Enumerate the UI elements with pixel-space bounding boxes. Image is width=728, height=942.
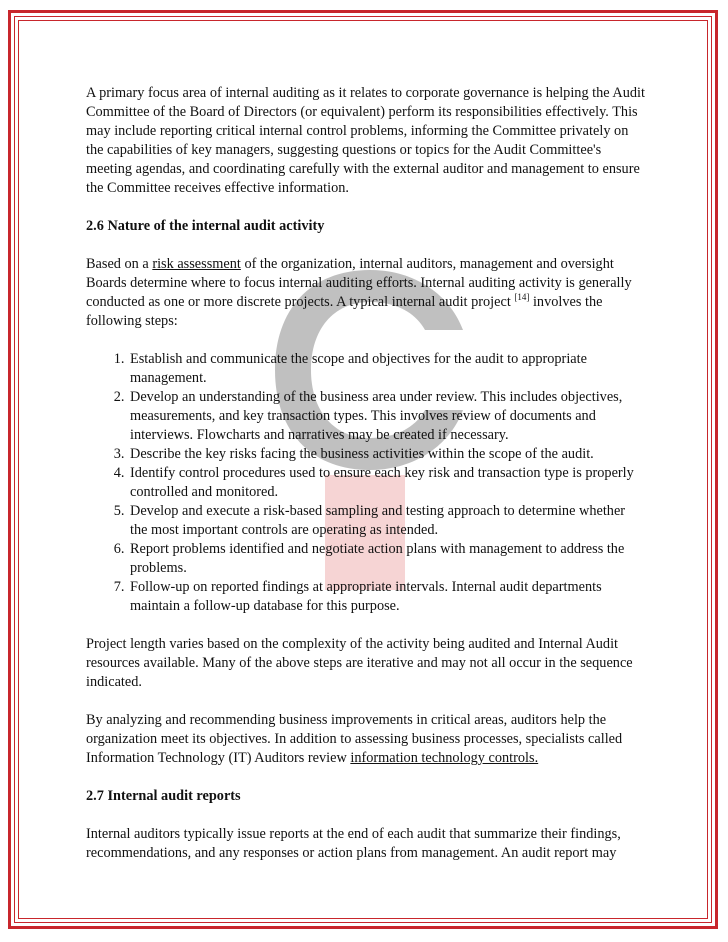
list-item: 7. Follow-up on reported findings at appropriate intervals. Internal audit departments maintain a follow-up database for this purpose. — [128, 578, 646, 616]
list-item: 4. Identify control procedures used to ensure each key risk and transaction type is properly controlled and monitored. — [128, 464, 646, 502]
intro-paragraph: A primary focus area of internal auditing as it relates to corporate governance is helping the Audit Committee of the Board of Directors (or equivalent) perform its responsibilities effectively. This may include reporting critical internal control problems, informing the Committee privately on the capabilities of key managers, suggesting questions or topics for the Audit Committee's meeting agendas, and coordinating carefully with the external auditor and management to ensure the Committee receives effective information. — [86, 85, 645, 196]
it-controls-link[interactable]: information technology controls. — [350, 750, 539, 766]
list-item: 3. Describe the key risks facing the business activities within the scope of the audit. — [128, 445, 646, 464]
section-2-6-paragraph-3: By analyzing and recommending business improvements in critical areas, auditors help the organization meet its objectives. In addition to assessing business processes, specialists called Information Technology (IT) Auditors review information technology controls. — [86, 712, 623, 766]
section-2-6-paragraph-2: Project length varies based on the complexity of the activity being audited and Internal Audit resources available. Many of the above steps are iterative and may not all occur in the sequence indicated. — [86, 636, 633, 690]
list-item: 2. Develop an understanding of the business area under review. This includes objectives, measurements, and key transaction types. This involves review of documents and interviews. Flowcharts and narratives may be created if necessary. — [128, 388, 646, 445]
list-item: 5. Develop and execute a risk-based sampling and testing approach to determine whether the most important controls are operating as intended. — [128, 502, 646, 540]
audit-steps-list — [86, 350, 646, 616]
list-item: 6. Report problems identified and negotiate action plans with management to address the problems. — [128, 540, 646, 578]
section-heading-2-6: 2.6 Nature of the internal audit activity — [86, 218, 325, 234]
citation-reference: [14] — [514, 292, 530, 302]
section-2-7-paragraph-1: Internal auditors typically issue reports at the end of each audit that summarize their findings, recommendations, and any responses or action plans from management. An audit report may — [86, 826, 621, 861]
section-2-6-paragraph-1: Based on a risk assessment of the organization, internal auditors, management and oversight Boards determine where to focus internal auditing efforts. Internal auditing activity is generally conducted as one or more discrete projects. A typical internal audit project [14] involves the following steps: — [86, 256, 632, 329]
section-heading-2-7: 2.7 Internal audit reports — [86, 788, 241, 804]
list-item: 1. Establish and communicate the scope and objectives for the audit to appropriate management. — [128, 350, 646, 388]
document-body — [86, 84, 646, 882]
risk-assessment-link[interactable]: risk assessment — [152, 256, 241, 272]
